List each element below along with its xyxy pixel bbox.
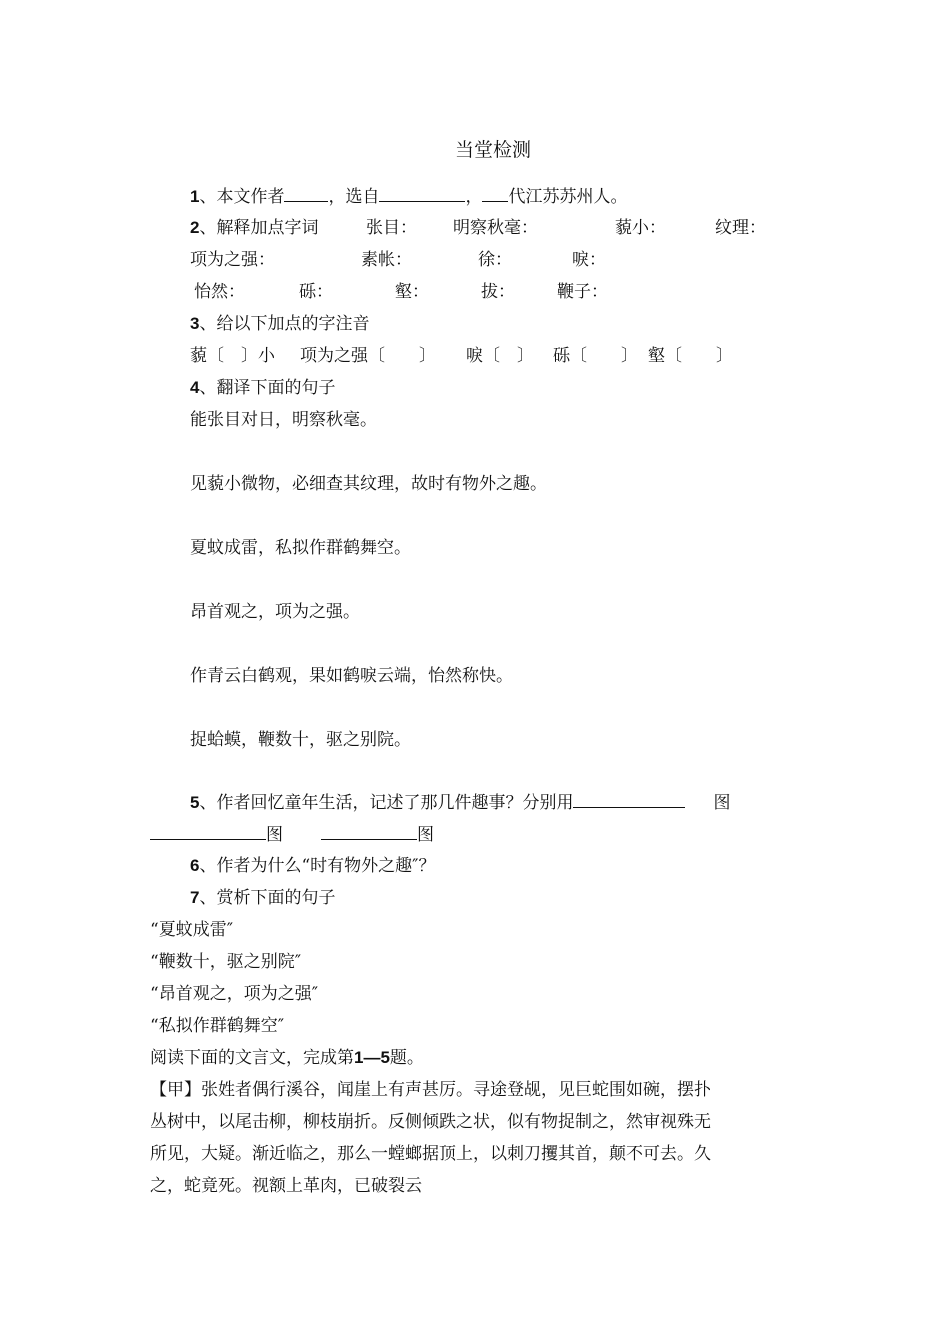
term-item: 纹理：: [715, 218, 766, 238]
question-5: 5、作者回忆童年生活，记述了那几件趣事？分别用 图: [190, 790, 730, 815]
question-number: 1: [190, 187, 200, 206]
term-item: 明察秋毫：: [453, 218, 538, 238]
question-2: 2、解释加点字词: [190, 218, 319, 238]
term-item: 怡然：: [194, 282, 245, 302]
term-item: 藐小：: [615, 218, 666, 238]
term-item: 壑：: [395, 282, 429, 302]
term-item: 唳：: [572, 250, 606, 270]
answer-blank: [482, 184, 508, 202]
term-item: 项为之强：: [190, 250, 275, 270]
figure-label: 图: [713, 793, 731, 813]
question-3: 3、给以下加点的字注音: [190, 314, 370, 334]
question-number: 2: [190, 218, 200, 237]
passage-line: 所见，大疑。渐近临之，那么一螳螂据顶上，以刺刀攫其首，颠不可去。久: [150, 1144, 711, 1164]
pinyin-item: 项为之强〔 〕: [300, 346, 436, 366]
answer-blank: [150, 822, 266, 840]
quote-line: “昂首观之，项为之强″: [150, 984, 319, 1004]
quote-line: “夏蚊成雷″: [150, 920, 234, 940]
page-title: 当堂检测: [455, 139, 532, 161]
question-number: 7: [190, 888, 200, 907]
term-item: 张目：: [366, 218, 417, 238]
pinyin-item: 唳〔 〕: [466, 346, 534, 366]
answer-blank: [379, 184, 465, 202]
answer-blank: [321, 822, 417, 840]
translation-sentence: 昂首观之，项为之强。: [190, 602, 360, 622]
passage-line: 【甲】张姓者偶行溪谷，闻崖上有声甚厉。寻途登觇，见巨蛇围如碗，摆扑: [150, 1080, 711, 1100]
translation-sentence: 夏蚊成雷，私拟作群鹤舞空。: [190, 538, 411, 558]
question-4: 4、翻译下面的句子: [190, 378, 336, 398]
translation-sentence: 见藐小微物，必细查其纹理，故时有物外之趣。: [190, 474, 547, 494]
translation-sentence: 作青云白鹤观，果如鹤唳云端，怡然称快。: [190, 666, 513, 686]
question-7: 7、赏析下面的句子: [190, 888, 336, 908]
question-number: 3: [190, 314, 200, 333]
question-number: 4: [190, 378, 200, 397]
question-6: 6、作者为什么“时有物外之趣″？: [190, 856, 436, 876]
passage-line: 之，蛇竟死。视额上革肉，已破裂云: [150, 1176, 422, 1196]
question-number: 5: [190, 793, 200, 812]
translation-sentence: 能张目对日，明察秋毫。: [190, 410, 377, 430]
reading-instruction: 阅读下面的文言文，完成第1—5题。: [150, 1048, 424, 1068]
quote-line: “私拟作群鹤舞空″: [150, 1016, 285, 1036]
term-item: 素帐：: [361, 250, 412, 270]
term-item: 砾：: [299, 282, 333, 302]
translation-sentence: 捉蛤蟆，鞭数十，驱之别院。: [190, 730, 411, 750]
quote-line: “鞭数十，驱之别院″: [150, 952, 302, 972]
figure-label: 图: [266, 825, 283, 845]
question-1: 1、本文作者 ，选自 ， 代江苏苏州人。: [190, 184, 627, 209]
term-item: 鞭子：: [557, 282, 608, 302]
term-item: 拔：: [481, 282, 515, 302]
passage-line: 丛树中，以尾击柳，柳枝崩折。反侧倾跌之状，似有物捉制之，然审视殊无: [150, 1112, 711, 1132]
figure-label: 图: [417, 825, 434, 845]
pinyin-item: 砾〔 〕: [553, 346, 638, 366]
pinyin-item: 壑〔 〕: [648, 346, 733, 366]
pinyin-item: 藐〔 〕小: [190, 346, 275, 366]
answer-blank: [284, 184, 328, 202]
answer-blank: [573, 790, 685, 808]
question-5-continued: [150, 822, 434, 847]
term-item: 徐：: [478, 250, 512, 270]
question-number: 6: [190, 856, 200, 875]
